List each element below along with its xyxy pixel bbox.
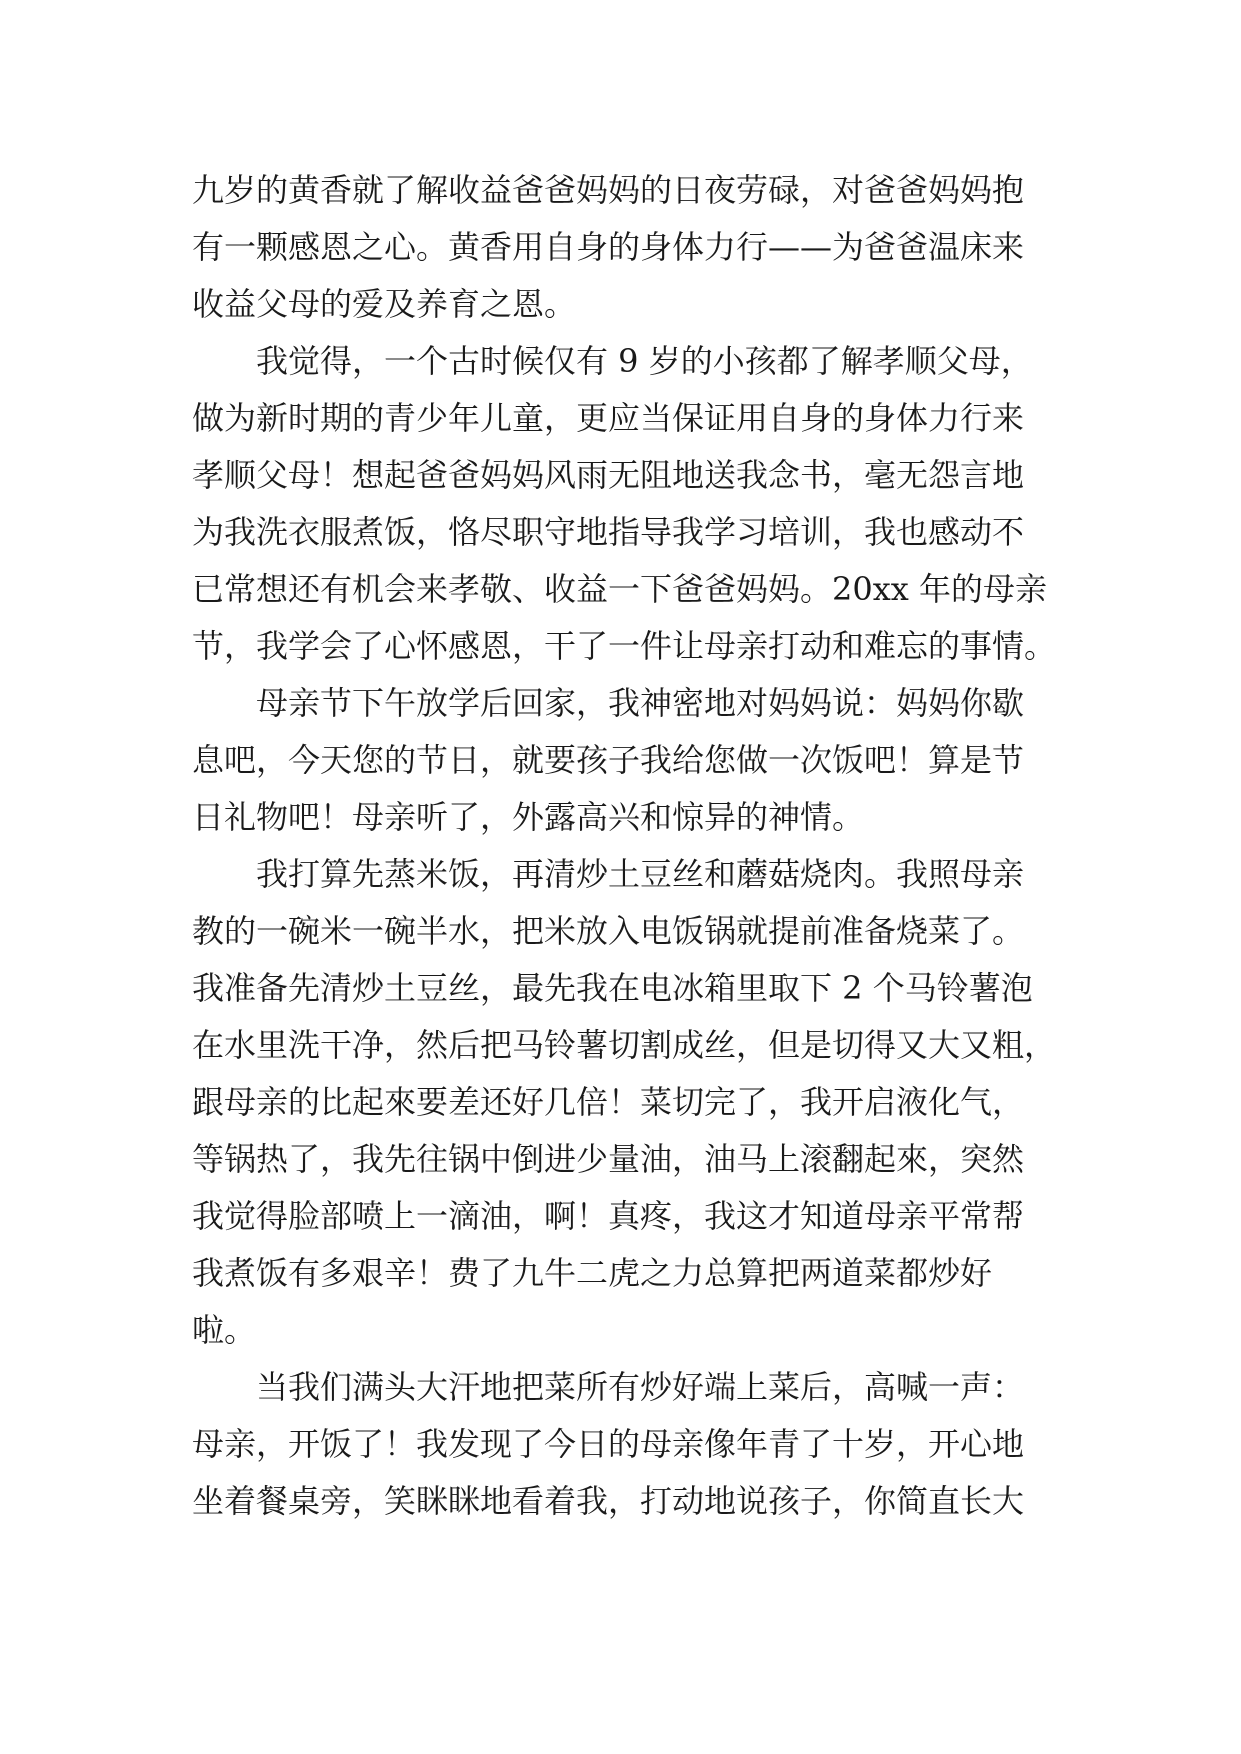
text-line: 啦。 <box>192 1311 257 1349</box>
body-text <box>192 162 1070 1530</box>
text-line: 等锅热了，我先往锅中倒进少量油，油马上滚翻起來，突然 <box>192 1140 1025 1178</box>
text-line: 做为新时期的青少年儿童，更应当保证用自身的身体力行来 <box>192 399 1025 437</box>
text-line: 为我洗衣服煮饭，恪尽职守地指导我学习培训，我也感动不 <box>192 513 1025 551</box>
text-line: 我准备先清炒土豆丝，最先我在电冰箱里取下 2 个马铃薯泡 <box>192 969 1033 1007</box>
text-line: 母亲节下午放学后回家，我神密地对妈妈说：妈妈你歇 <box>256 684 1025 722</box>
text-line: 母亲，开饭了！我发现了今日的母亲像年青了十岁，开心地 <box>192 1425 1025 1463</box>
text-line: 收益父母的爱及养育之恩。 <box>192 285 577 323</box>
text-line: 孝顺父母！想起爸爸妈妈风雨无阻地送我念书，毫无怨言地 <box>192 456 1025 494</box>
text-line: 日礼物吧！母亲听了，外露高兴和惊异的神情。 <box>192 798 865 836</box>
text-line: 跟母亲的比起來要差还好几倍！菜切完了，我开启液化气， <box>192 1083 1025 1121</box>
text-line: 已常想还有机会来孝敬、收益一下爸爸妈妈。20xx 年的母亲 <box>192 570 1047 608</box>
text-line: 坐着餐桌旁，笑眯眯地看着我，打动地说孩子，你简直长大 <box>192 1482 1025 1520</box>
text-line: 九岁的黄香就了解收益爸爸妈妈的日夜劳碌，对爸爸妈妈抱 <box>192 171 1025 209</box>
text-line: 我觉得脸部喷上一滴油，啊！真疼，我这才知道母亲平常帮 <box>192 1197 1025 1235</box>
text-line: 息吧，今天您的节日，就要孩子我给您做一次饭吧！算是节 <box>192 741 1025 779</box>
text-line: 教的一碗米一碗半水，把米放入电饭锅就提前准备烧菜了。 <box>192 912 1025 950</box>
text-line: 我打算先蒸米饭，再清炒土豆丝和蘑菇烧肉。我照母亲 <box>256 855 1025 893</box>
text-line: 节，我学会了心怀感恩，干了一件让母亲打动和难忘的事情。 <box>192 627 1057 665</box>
text-line: 当我们满头大汗地把菜所有炒好端上菜后，高喊一声： <box>256 1368 1025 1406</box>
text-line: 我觉得，一个古时候仅有 9 岁的小孩都了解孝顺父母， <box>256 342 1033 380</box>
text-line: 我煮饭有多艰辛！费了九牛二虎之力总算把两道菜都炒好 <box>192 1254 993 1292</box>
text-line: 在水里洗干净，然后把马铃薯切割成丝，但是切得又大又粗， <box>192 1026 1057 1064</box>
text-line: 有一颗感恩之心。黄香用自身的身体力行——为爸爸温床来 <box>192 228 1025 266</box>
